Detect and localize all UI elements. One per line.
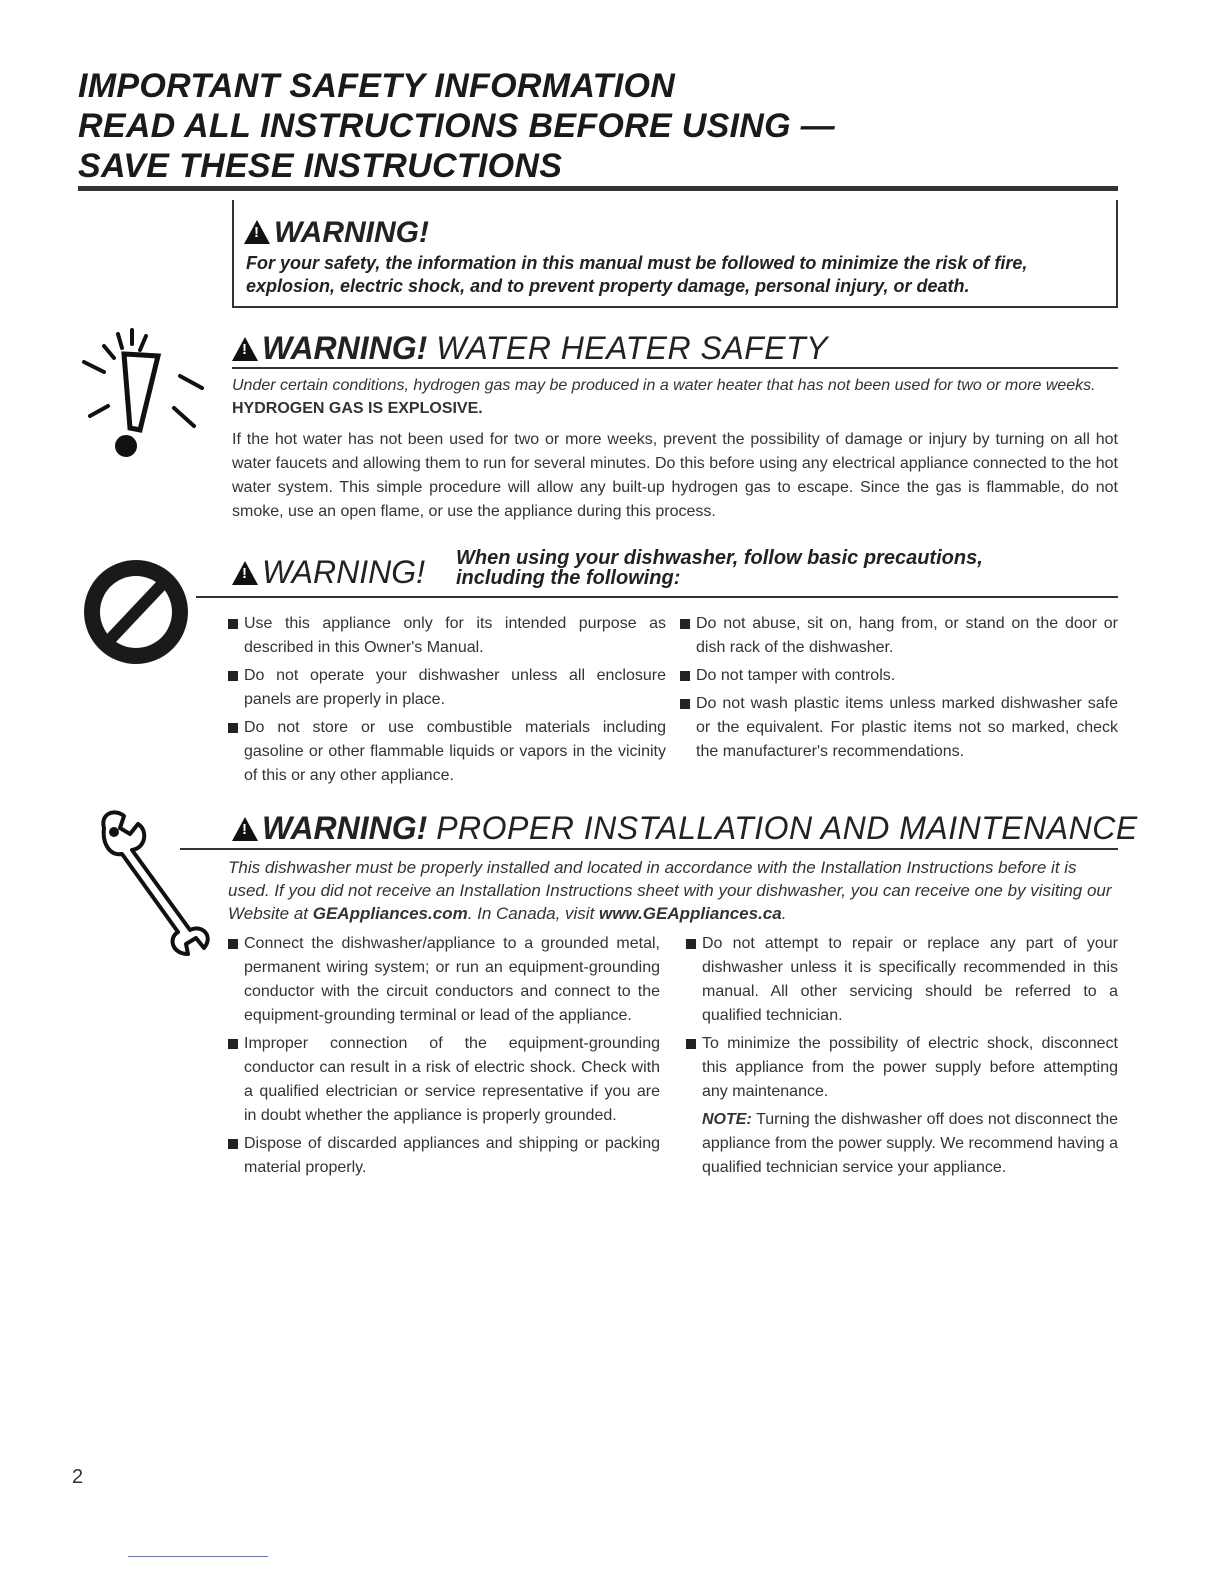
basic-warning: WARNING! bbox=[262, 554, 425, 590]
basic-precautions-heading bbox=[232, 554, 425, 590]
water-heater-warning: WARNING! bbox=[262, 330, 428, 366]
page-title bbox=[78, 66, 835, 186]
water-heater-body: If the hot water has not been used for two or more weeks, prevent the possibility of damage or injury by turning on all hot water faucets and allowing them to run for several minutes. Do this before using any electrical appliance connected to the hot water system. This simple procedure will allow any built-up hydrogen gas to escape. Since the gas is flammable, do not smoke, use an open flame, or use the appliance during this process. bbox=[232, 431, 1118, 520]
install-right-column bbox=[686, 932, 1118, 1180]
warning-triangle-icon bbox=[232, 561, 258, 585]
list-item: Connect the dishwasher/appliance to a grounded metal, permanent wiring system; or run an equipment-grounding conductor with the circuit conductors and connect to the equipment-grounding terminal or lead of the appliance. bbox=[228, 932, 660, 1028]
list-item: Use this appliance only for its intended purpose as described in this Owner's Manual. bbox=[228, 612, 666, 660]
water-heater-intro-bold: HYDROGEN GAS IS EXPLOSIVE. bbox=[232, 400, 483, 417]
install-left-column bbox=[228, 932, 660, 1184]
ge-website-link[interactable]: GEAppliances.com bbox=[312, 904, 468, 923]
main-warning-title: WARNING! bbox=[274, 216, 429, 249]
note-text: Turning the dishwasher off does not disconnect the appliance from the power supply. We recommend having a qualified technician service your appliance. bbox=[702, 1111, 1118, 1176]
list-item: Do not tamper with controls. bbox=[680, 664, 1118, 688]
basic-right-column bbox=[680, 612, 1118, 768]
list-item: Do not store or use combustible materials including gasoline or other flammable liquids or vapors in the vicinity of this or any other appliance. bbox=[228, 716, 666, 788]
install-intro-text-1: This dishwasher must be properly installed and located in accordance with the Installation Instructions before it is used. If you did not receive an Installation Instructions sheet with your dishwasher, you can receive one by visiting our Website at bbox=[228, 858, 1112, 923]
water-heater-intro bbox=[232, 374, 1118, 420]
main-warning-heading bbox=[244, 216, 429, 250]
water-heater-heading bbox=[232, 330, 828, 366]
list-item: Do not operate your dishwasher unless all enclosure panels are properly in place. bbox=[228, 664, 666, 712]
basic-subheading bbox=[456, 548, 983, 588]
water-heater-title: WATER HEATER SAFETY bbox=[436, 330, 828, 366]
install-rule bbox=[180, 848, 1118, 850]
install-warning: WARNING! bbox=[262, 810, 428, 846]
ge-canada-website-link[interactable]: www.GEAppliances.ca bbox=[599, 904, 782, 923]
title-line-1: IMPORTANT SAFETY INFORMATION bbox=[78, 67, 676, 105]
basic-subheading-line-1: When using your dishwasher, follow basic precautions, bbox=[456, 547, 983, 569]
list-item: Dispose of discarded appliances and shipping or packing material properly. bbox=[228, 1132, 660, 1180]
water-heater-exclamation-icon bbox=[74, 326, 214, 466]
install-intro bbox=[228, 856, 1118, 925]
main-warning-text: For your safety, the information in this manual must be followed to minimize the risk of fire, explosion, electric shock, and to prevent property damage, personal injury, or death. bbox=[246, 253, 1028, 296]
title-line-2: READ ALL INSTRUCTIONS BEFORE USING — bbox=[78, 107, 835, 145]
basic-left-column bbox=[228, 612, 666, 792]
warning-triangle-icon bbox=[232, 337, 258, 361]
install-note bbox=[686, 1108, 1118, 1180]
install-intro-text-3: . bbox=[781, 904, 787, 923]
main-warning-box bbox=[232, 200, 1118, 308]
water-heater-intro-text: Under certain conditions, hydrogen gas may be produced in a water heater that has not been used for two or more weeks. bbox=[232, 377, 1096, 394]
basic-subheading-line-2: including the following: bbox=[456, 567, 681, 589]
install-title: PROPER INSTALLATION AND MAINTENANCE bbox=[436, 810, 1138, 846]
footer-line bbox=[128, 1556, 268, 1557]
warning-triangle-icon bbox=[232, 817, 258, 841]
list-item: Improper connection of the equipment-grounding conductor can result in a risk of electric shock. Check with a qualified electrician or service representative if you are in doubt whether the appliance is properly grounded. bbox=[228, 1032, 660, 1128]
water-heater-rule bbox=[232, 367, 1118, 369]
list-item: Do not wash plastic items unless marked dishwasher safe or the equivalent. For plastic items not so marked, check the manufacturer's recommendations. bbox=[680, 692, 1118, 764]
title-line-3: SAVE THESE INSTRUCTIONS bbox=[78, 147, 563, 185]
header-rule bbox=[78, 186, 1118, 191]
basic-rule bbox=[196, 596, 1118, 598]
wrench-icon bbox=[90, 806, 230, 956]
install-heading bbox=[232, 810, 1138, 846]
list-item: To minimize the possibility of electric shock, disconnect this appliance from the power supply before attempting any maintenance. bbox=[686, 1032, 1118, 1104]
note-label: NOTE: bbox=[702, 1111, 752, 1128]
prohibition-icon bbox=[76, 552, 196, 672]
list-item: Do not abuse, sit on, hang from, or stand on the door or dish rack of the dishwasher. bbox=[680, 612, 1118, 660]
list-item: Do not attempt to repair or replace any part of your dishwasher unless it is specifically recommended in this manual. All other servicing should be referred to a qualified technician. bbox=[686, 932, 1118, 1028]
install-intro-text-2: . In Canada, visit bbox=[467, 904, 595, 923]
page-number: 2 bbox=[72, 1466, 84, 1488]
warning-triangle-icon bbox=[244, 220, 270, 244]
